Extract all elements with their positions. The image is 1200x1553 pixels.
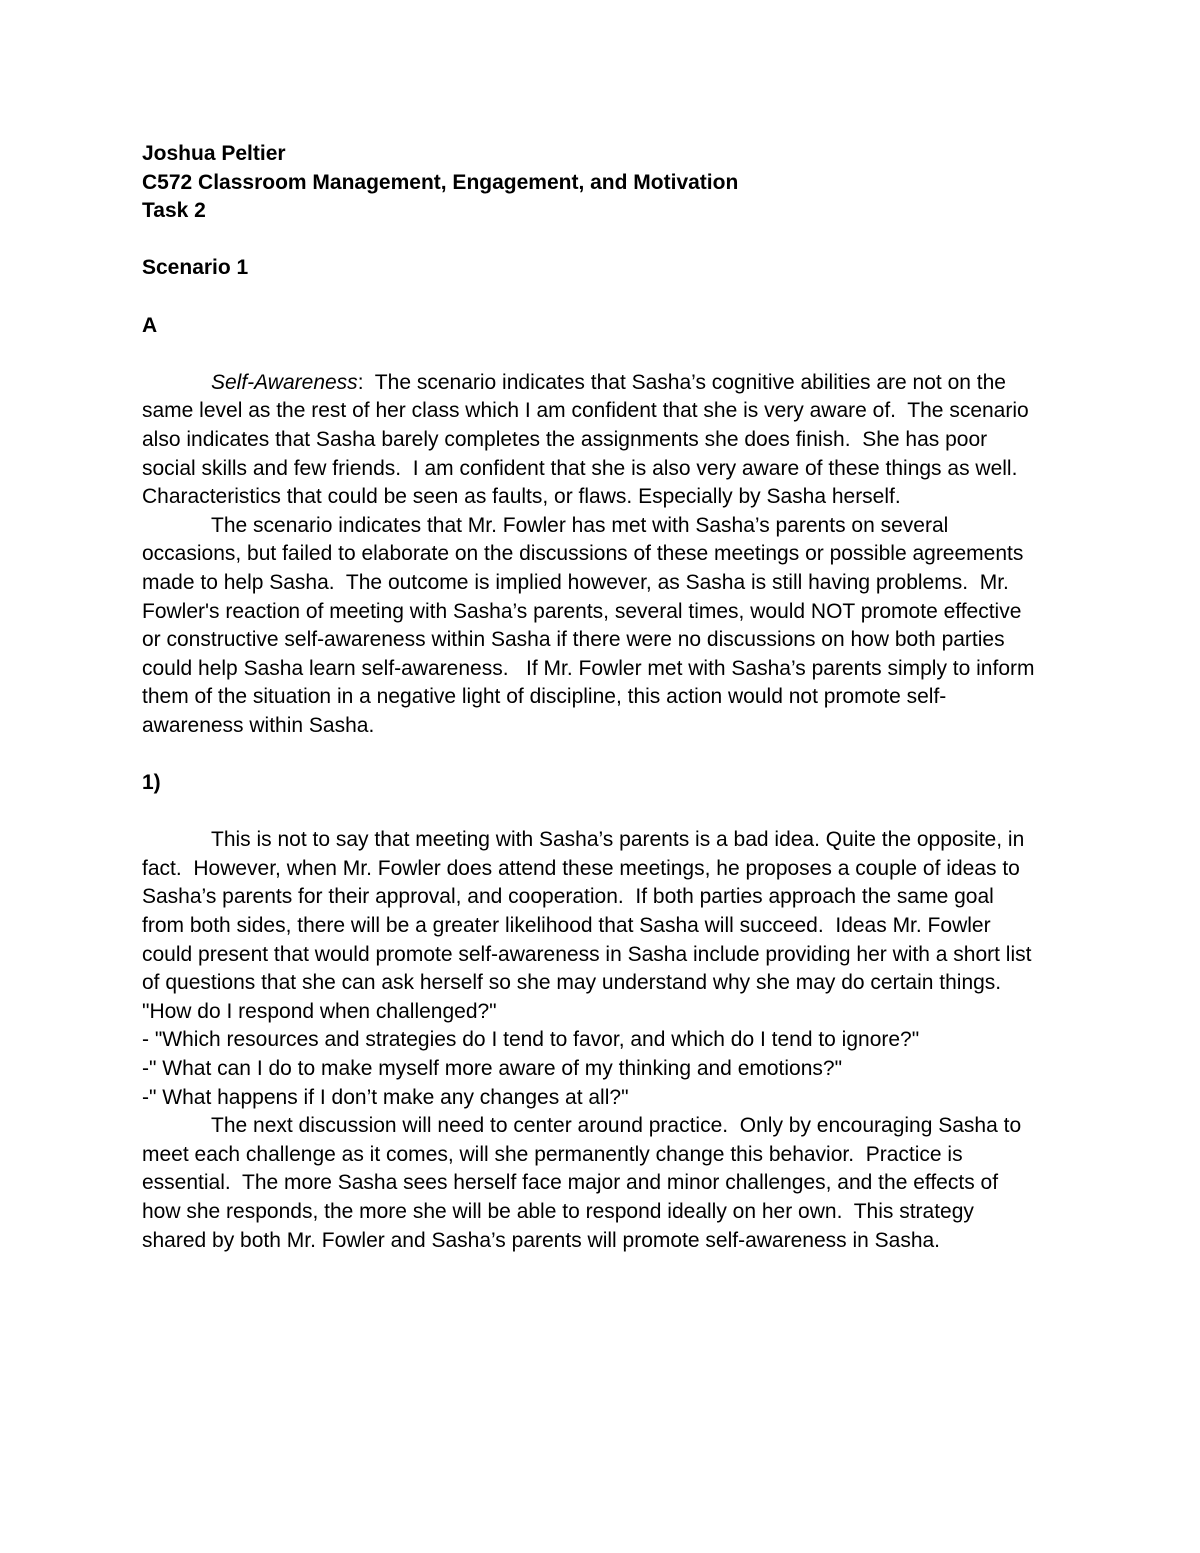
paragraph-line: same level as the rest of her class which I am confident that she is very aware of. The scenario bbox=[142, 399, 1029, 423]
paragraph-line: could present that would promote self-awareness in Sasha include providing her with a short list bbox=[142, 942, 1032, 966]
spacer bbox=[142, 740, 1072, 769]
paragraph-line: The next discussion will need to center around practice. Only by encouraging Sasha to bbox=[211, 1114, 1022, 1138]
section-a-paragraph-2 bbox=[142, 512, 1072, 741]
spacer bbox=[142, 340, 1072, 369]
question-line: - "Which resources and strategies do I tend to favor, and which do I tend to ignore?" bbox=[142, 1028, 920, 1052]
paragraph-line: or constructive self-awareness within Sasha if there were no discussions on how both parties bbox=[142, 628, 1005, 652]
spacer bbox=[142, 226, 1072, 255]
paragraph-line: made to help Sasha. The outcome is implied however, as Sasha is still having problems. Mr. bbox=[142, 570, 1009, 594]
paragraph-line: of questions that she can ask herself so she may understand why she may do certain things. bbox=[142, 971, 1002, 995]
paragraph-line: could help Sasha learn self-awareness. If Mr. Fowler met with Sasha’s parents simply to inform bbox=[142, 656, 1035, 680]
task-label: Task 2 bbox=[142, 199, 206, 223]
course-title: C572 Classroom Management, Engagement, and Motivation bbox=[142, 170, 739, 194]
section-1-paragraph-1 bbox=[142, 826, 1072, 1112]
document-page bbox=[142, 140, 1072, 1255]
paragraph-line: meet each challenge as it comes, will she permanently change this behavior. Practice is bbox=[142, 1142, 963, 1166]
section-1-paragraph-2 bbox=[142, 1112, 1072, 1255]
section-a-label: A bbox=[142, 313, 158, 337]
section-1-label: 1) bbox=[142, 771, 161, 795]
paragraph-line: awareness within Sasha. bbox=[142, 713, 375, 737]
paragraph-line: fact. However, when Mr. Fowler does attend these meetings, he proposes a couple of ideas to bbox=[142, 856, 1020, 880]
section-a-p1-first-line bbox=[142, 369, 1072, 398]
paragraph-line: This is not to say that meeting with Sasha’s parents is a bad idea. Quite the opposite, in bbox=[211, 828, 1025, 852]
self-awareness-term: Self-Awareness bbox=[211, 370, 358, 394]
paragraph-line: from both sides, there will be a greater likelihood that Sasha will succeed. Ideas Mr. Fowler bbox=[142, 914, 991, 938]
question-line: -" What happens if I don’t make any changes at all?" bbox=[142, 1085, 629, 1109]
spacer bbox=[142, 798, 1072, 827]
question-line: -" What can I do to make myself more aware of my thinking and emotions?" bbox=[142, 1057, 843, 1080]
scenario-heading: Scenario 1 bbox=[142, 256, 249, 280]
paragraph-line: : The scenario indicates that Sasha’s cognitive abilities are not on the bbox=[357, 370, 1006, 394]
paragraph-line: also indicates that Sasha barely completes the assignments she does finish. She has poor bbox=[142, 427, 988, 451]
paragraph-line: The scenario indicates that Mr. Fowler has met with Sasha’s parents on several bbox=[211, 513, 949, 537]
paragraph-line: Characteristics that could be seen as faults, or flaws. Especially by Sasha herself. bbox=[142, 485, 901, 509]
paragraph-line: them of the situation in a negative light of discipline, this action would not promote self- bbox=[142, 685, 947, 709]
spacer bbox=[142, 283, 1072, 312]
question-line: "How do I respond when challenged?" bbox=[142, 999, 497, 1023]
paragraph-line: shared by both Mr. Fowler and Sasha’s parents will promote self-awareness in Sasha. bbox=[142, 1228, 941, 1252]
paragraph-line: Sasha’s parents for their approval, and cooperation. If both parties approach the same goal bbox=[142, 885, 994, 909]
paragraph-line: Fowler's reaction of meeting with Sasha’s parents, several times, would NOT promote effective bbox=[142, 599, 1022, 623]
paragraph-line: essential. The more Sasha sees herself face major and minor challenges, and the effects of bbox=[142, 1171, 999, 1195]
paragraph-line: social skills and few friends. I am confident that she is also very aware of these things as well. bbox=[142, 456, 1018, 480]
paragraph-line: occasions, but failed to elaborate on the discussions of these meetings or possible agreements bbox=[142, 542, 1024, 566]
section-a-paragraph-1 bbox=[142, 369, 1072, 512]
author-name: Joshua Peltier bbox=[142, 142, 286, 165]
paragraph-line: how she responds, the more she will be able to respond ideally on her own. This strategy bbox=[142, 1199, 974, 1223]
